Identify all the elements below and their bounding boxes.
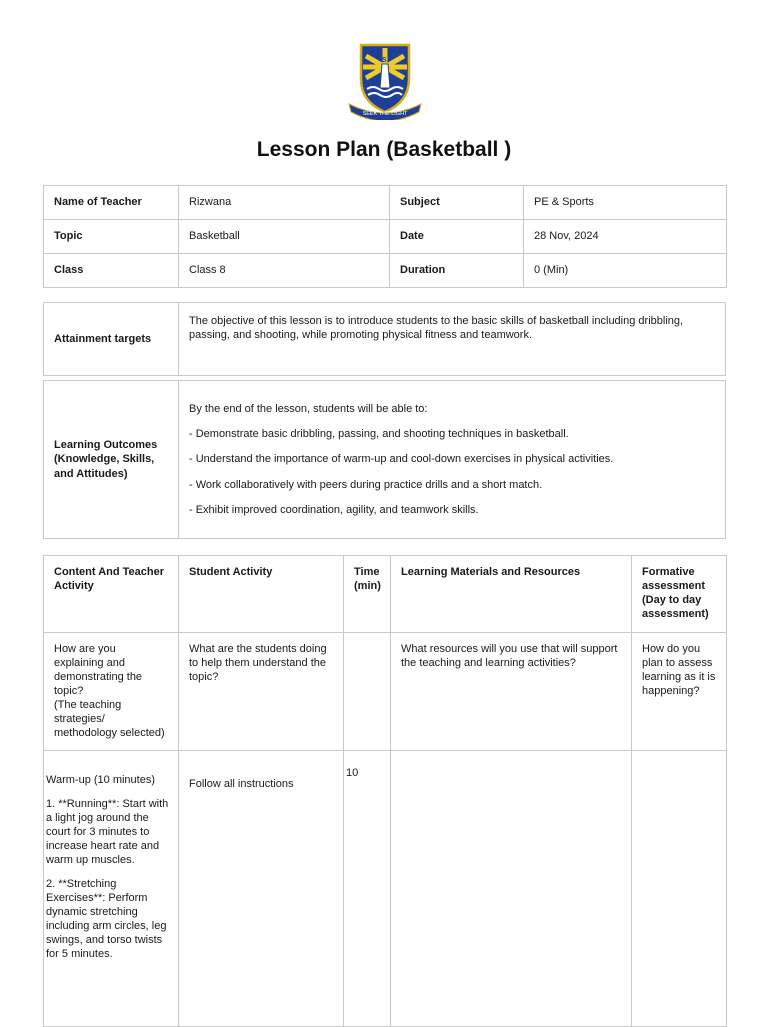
attainment-table <box>43 302 726 376</box>
header-student-activity: Student Activity <box>179 556 344 633</box>
guide-assessment: How do you plan to assess learning as it is happening? <box>632 633 727 751</box>
attainment-label: Attainment targets <box>44 303 179 376</box>
crest-letter-3: S <box>396 50 401 57</box>
teacher-value: Rizwana <box>179 186 390 220</box>
header-assessment: Formative assessment (Day to day assessment) <box>632 556 727 633</box>
outcomes-list <box>179 381 726 539</box>
warmup-student-activity: Follow all instructions <box>179 750 344 1026</box>
warmup-content <box>44 750 179 1026</box>
crest-motto: SEEK THE LIGHT <box>362 111 408 117</box>
table-row <box>44 220 727 254</box>
attainment-text: The objective of this lesson is to introduce students to the basic skills of basketball including dribbling, passing, and shooting, while promoting physical fitness and teamwork. <box>179 303 726 376</box>
warmup-step: 2. **Stretching Exercises**: Perform dynamic stretching including arm circles, leg swings, and torso twists for 5 minutes. <box>46 878 167 961</box>
warmup-assessment <box>632 750 727 1026</box>
class-label: Class <box>44 254 179 288</box>
table-row <box>44 381 726 539</box>
table-row <box>44 750 727 1026</box>
table-row <box>44 303 726 376</box>
subject-label: Subject <box>390 186 524 220</box>
guide-teacher: How are you explaining and demonstrating the topic? (The teaching strategies/ methodology selected) <box>44 633 179 751</box>
topic-label: Topic <box>44 220 179 254</box>
activity-table <box>43 555 727 1027</box>
header-materials: Learning Materials and Resources <box>391 556 632 633</box>
learning-outcomes-table <box>43 380 726 539</box>
crest-letter-2: S <box>382 57 387 64</box>
outcome-line: - Understand the importance of warm-up and cool-down exercises in physical activities. <box>189 453 614 466</box>
date-label: Date <box>390 220 524 254</box>
crest-beacon <box>380 64 390 88</box>
warmup-materials <box>391 750 632 1026</box>
warmup-step: 1. **Running**: Start with a light jog around the court for 3 minutes to increase heart rate and warm up muscles. <box>46 797 169 866</box>
crest-letter-1: B <box>369 50 375 57</box>
guide-time <box>344 633 391 751</box>
warmup-title: Warm-up (10 minutes) <box>46 773 156 786</box>
class-value: Class 8 <box>179 254 390 288</box>
outcome-line: By the end of the lesson, students will be able to: <box>189 403 428 416</box>
duration-label: Duration <box>390 254 524 288</box>
table-header-row <box>44 556 727 633</box>
table-row <box>44 254 727 288</box>
header-content-teacher: Content And Teacher Activity <box>44 556 179 633</box>
table-row <box>44 186 727 220</box>
outcome-line: - Exhibit improved coordination, agility, and teamwork skills. <box>189 503 479 516</box>
teacher-label: Name of Teacher <box>44 186 179 220</box>
outcomes-label: Learning Outcomes (Knowledge, Skills, and Attitudes) <box>44 381 179 539</box>
outcome-line: - Work collaboratively with peers during practice drills and a short match. <box>189 478 543 491</box>
guide-student: What are the students doing to help them understand the topic? <box>179 633 344 751</box>
table-row <box>44 633 727 751</box>
lesson-info-table <box>43 185 727 288</box>
header-time: Time (min) <box>344 556 391 633</box>
school-crest-logo <box>346 42 424 120</box>
page-title: Lesson Plan (Basketball ) <box>256 138 512 161</box>
warmup-time: 10 <box>344 750 391 1026</box>
guide-materials: What resources will you use that will support the teaching and learning activities? <box>391 633 632 751</box>
subject-value: PE & Sports <box>524 186 727 220</box>
outcome-line: - Demonstrate basic dribbling, passing, and shooting techniques in basketball. <box>189 428 569 441</box>
duration-value: 0 (Min) <box>524 254 727 288</box>
topic-value: Basketball <box>179 220 390 254</box>
date-value: 28 Nov, 2024 <box>524 220 727 254</box>
